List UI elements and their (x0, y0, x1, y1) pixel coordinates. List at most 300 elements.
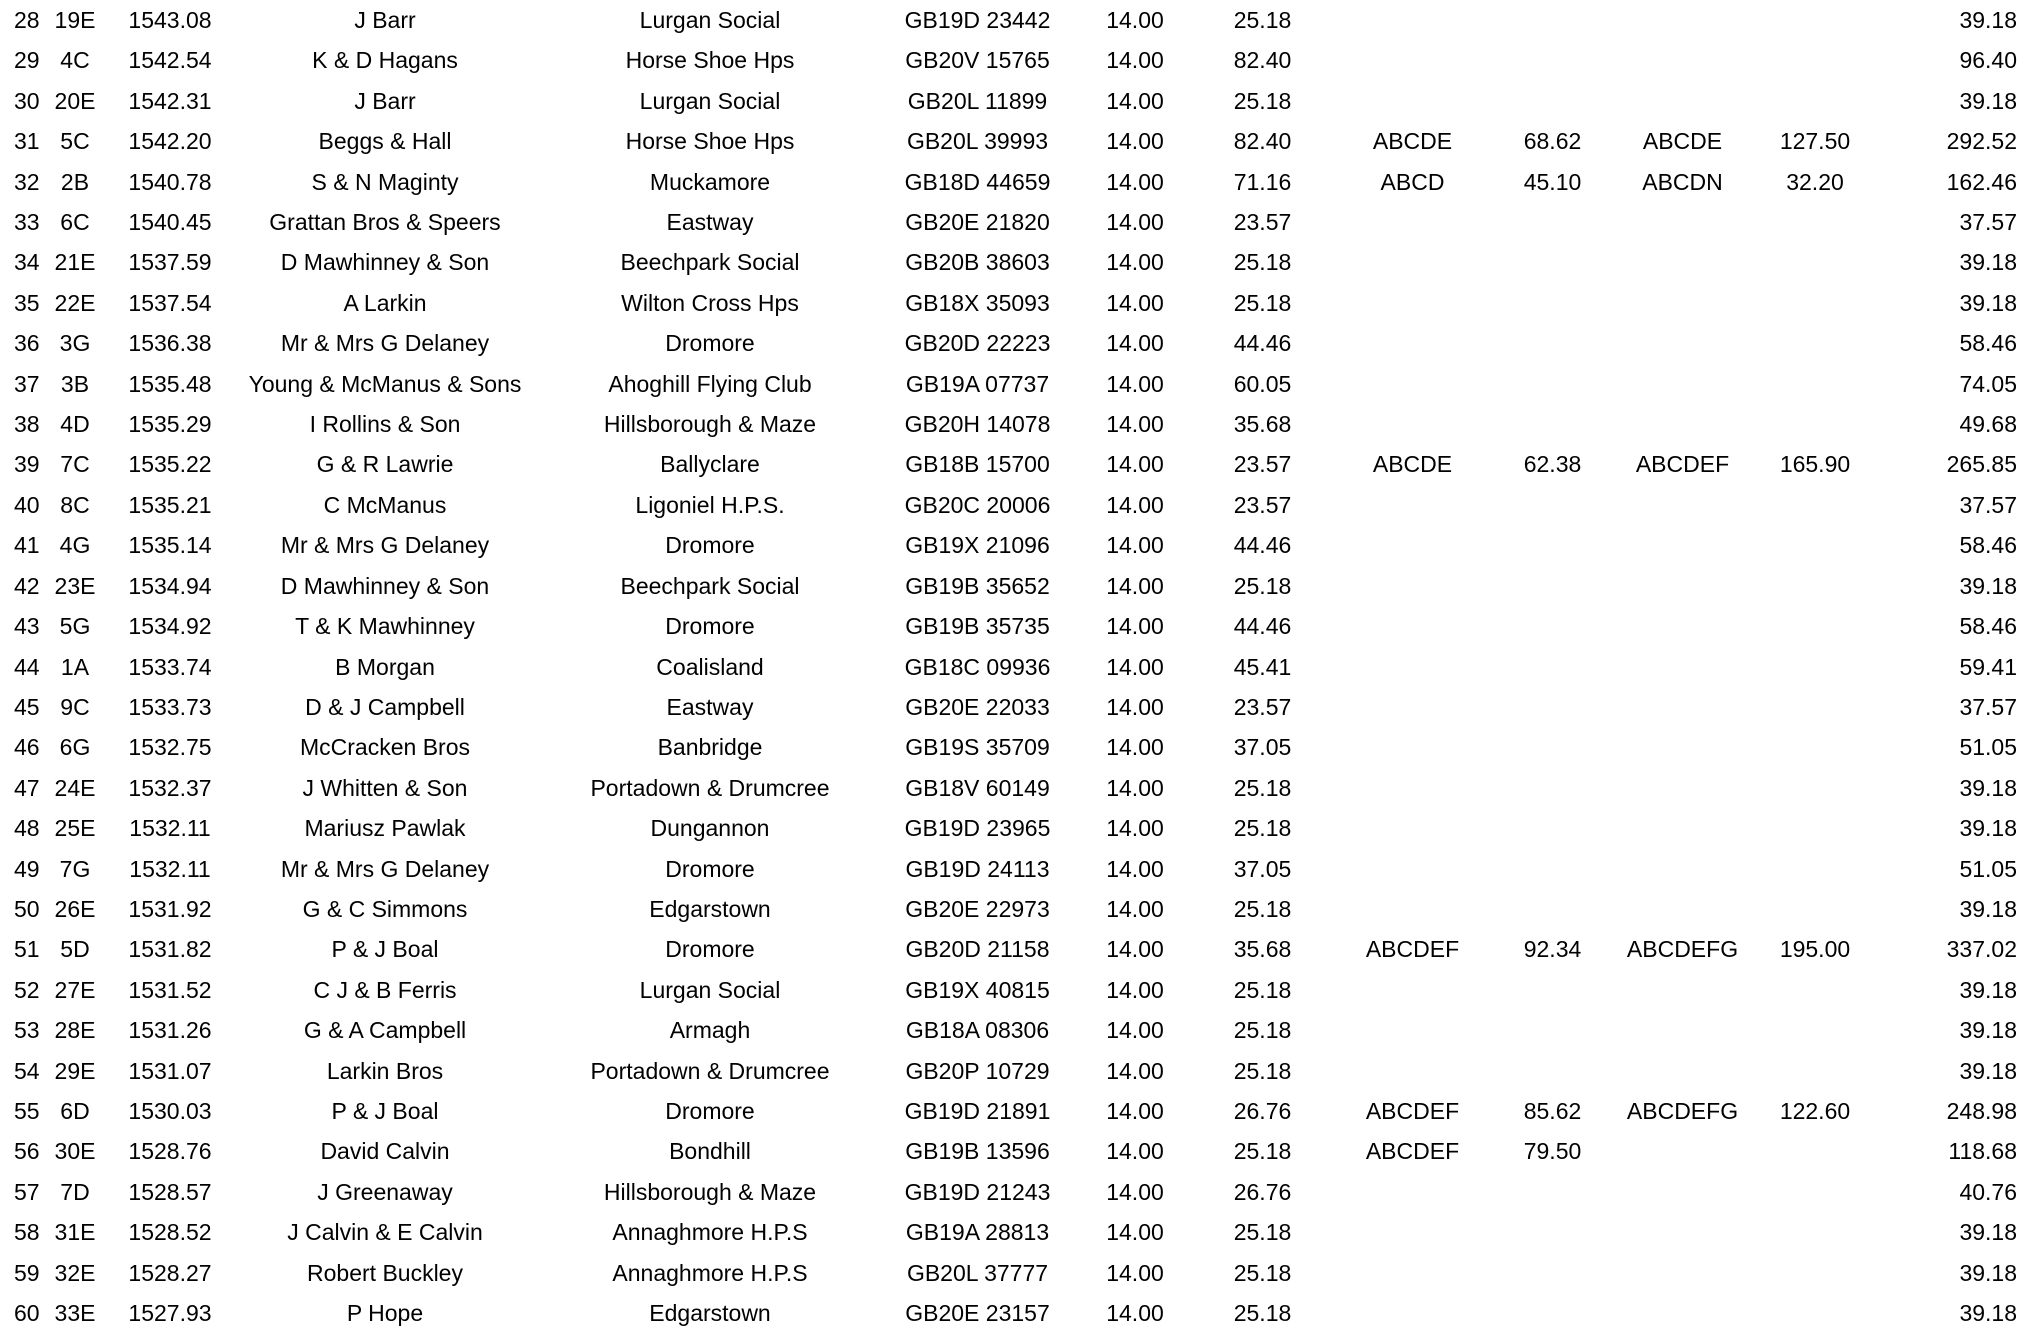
pool-code-cell (1330, 647, 1495, 687)
ring-number-cell: GB20C 20006 (904, 491, 1051, 518)
total-cell: 248.98 (1946, 1097, 2017, 1124)
club-cell: Edgarstown (649, 1300, 771, 1326)
club-cell: Banbridge (657, 734, 763, 761)
pool-code-cell (1330, 242, 1495, 282)
velocity-cell: 1535.14 (128, 532, 212, 559)
position-cell: 35 (14, 289, 40, 316)
total-cell: 51.05 (1959, 734, 2017, 761)
club-cell: Armagh (669, 1017, 751, 1044)
pool-amount-cell (1495, 1212, 1610, 1252)
amount-cell: 25.18 (1233, 1057, 1292, 1084)
amount-cell: 14.00 (1106, 289, 1164, 316)
position-cell: 46 (14, 734, 40, 761)
table-row (0, 404, 2039, 444)
section-cell: 8C (60, 491, 90, 518)
club-cell: Lurgan Social (639, 976, 781, 1003)
table-row (0, 40, 2039, 80)
amount-cell: 60.05 (1233, 370, 1292, 397)
ring-number-cell: GB19D 21891 (904, 1097, 1051, 1124)
club-cell: Hillsborough & Maze (603, 411, 817, 438)
amount-cell: 14.00 (1106, 895, 1164, 922)
pool-amount-cell (1755, 1010, 1875, 1050)
velocity-cell: 1531.07 (128, 1057, 212, 1084)
total-cell: 162.46 (1946, 168, 2017, 195)
pool-amount-cell (1495, 202, 1610, 242)
section-cell: 4G (59, 532, 91, 559)
section-cell: 2B (60, 168, 90, 195)
position-cell: 31 (14, 128, 40, 155)
position-cell: 53 (14, 1017, 40, 1044)
fancier-name-cell: McCracken Bros (300, 734, 470, 761)
amount-cell: 14.00 (1106, 1097, 1164, 1124)
amount-cell: 23.57 (1233, 451, 1292, 478)
total-cell: 58.46 (1959, 532, 2017, 559)
club-cell: Horse Shoe Hps (625, 47, 795, 74)
pool-amount-cell (1755, 1131, 1875, 1171)
club-cell: Coalisland (656, 653, 764, 680)
ring-number-cell: GB20B 38603 (905, 249, 1050, 276)
pool-amount-cell (1495, 242, 1610, 282)
table-row (0, 242, 2039, 282)
section-cell: 7C (60, 451, 90, 478)
club-cell: Eastway (666, 693, 754, 720)
pool-amount-cell (1495, 0, 1610, 40)
total-cell: 39.18 (1959, 1219, 2017, 1246)
pool-amount-cell (1495, 404, 1610, 444)
table-row (0, 687, 2039, 727)
table-row (0, 283, 2039, 323)
table-row (0, 1212, 2039, 1252)
table-row (0, 121, 2039, 161)
section-cell: 3B (60, 370, 90, 397)
club-cell: Ahoghill Flying Club (608, 370, 812, 397)
position-cell: 56 (14, 1138, 40, 1165)
position-cell: 50 (14, 895, 40, 922)
position-cell: 44 (14, 653, 40, 680)
velocity-cell: 1528.27 (128, 1259, 212, 1286)
velocity-cell: 1531.26 (128, 1017, 212, 1044)
pool-amount-cell (1755, 768, 1875, 808)
pool-code-cell (1610, 40, 1755, 80)
pool-code-cell (1330, 1293, 1495, 1333)
section-cell: 31E (54, 1219, 96, 1246)
pool-amount-cell (1755, 0, 1875, 40)
section-cell: 23E (54, 572, 96, 599)
amount-cell: 25.18 (1233, 87, 1292, 114)
pool-amount-cell (1755, 283, 1875, 323)
pool-code-cell (1330, 566, 1495, 606)
pool-code-cell: ABCDE (1642, 128, 1723, 155)
section-cell: 6C (60, 209, 90, 236)
table-row (0, 889, 2039, 929)
amount-cell: 25.18 (1233, 1138, 1292, 1165)
fancier-name-cell: J Greenaway (317, 1178, 453, 1205)
pool-amount-cell (1495, 1010, 1610, 1050)
amount-cell: 37.05 (1233, 734, 1292, 761)
pool-amount-cell (1495, 1051, 1610, 1091)
pool-code-cell (1330, 1172, 1495, 1212)
velocity-cell: 1527.93 (128, 1300, 212, 1326)
amount-cell: 25.18 (1233, 976, 1292, 1003)
pool-amount-cell (1495, 525, 1610, 565)
velocity-cell: 1528.76 (128, 1138, 212, 1165)
table-row (0, 485, 2039, 525)
pool-amount-cell (1755, 525, 1875, 565)
amount-cell: 23.57 (1233, 491, 1292, 518)
total-cell: 59.41 (1959, 653, 2017, 680)
velocity-cell: 1532.75 (128, 734, 212, 761)
amount-cell: 26.76 (1233, 1178, 1292, 1205)
velocity-cell: 1531.92 (128, 895, 212, 922)
fancier-name-cell: T & K Mawhinney (295, 613, 475, 640)
ring-number-cell: GB20D 21158 (905, 936, 1050, 963)
amount-cell: 25.18 (1233, 1017, 1292, 1044)
ring-number-cell: GB20E 22973 (905, 895, 1050, 922)
total-cell: 96.40 (1959, 47, 2017, 74)
pool-code-cell (1610, 687, 1755, 727)
pool-amount-cell (1495, 364, 1610, 404)
fancier-name-cell: David Calvin (320, 1138, 450, 1165)
pool-code-cell (1330, 364, 1495, 404)
total-cell: 292.52 (1946, 128, 2017, 155)
total-cell: 49.68 (1959, 411, 2017, 438)
velocity-cell: 1533.74 (128, 653, 212, 680)
pool-amount-cell (1495, 768, 1610, 808)
pool-code-cell (1330, 849, 1495, 889)
pool-code-cell (1330, 404, 1495, 444)
section-cell: 6D (60, 1097, 90, 1124)
amount-cell: 14.00 (1106, 1178, 1164, 1205)
position-cell: 60 (14, 1300, 40, 1326)
pool-code-cell (1610, 525, 1755, 565)
amount-cell: 14.00 (1106, 87, 1164, 114)
position-cell: 29 (14, 47, 40, 74)
pool-code-cell (1330, 808, 1495, 848)
amount-cell: 14.00 (1106, 815, 1164, 842)
ring-number-cell: GB20D 22223 (904, 330, 1051, 357)
pool-code-cell: ABCDEF (1365, 936, 1460, 963)
position-cell: 40 (14, 491, 40, 518)
section-cell: 30E (54, 1138, 96, 1165)
pool-amount-cell (1495, 283, 1610, 323)
position-cell: 43 (14, 613, 40, 640)
table-row (0, 970, 2039, 1010)
amount-cell: 44.46 (1233, 532, 1292, 559)
ring-number-cell: GB18D 44659 (904, 168, 1051, 195)
section-cell: 21E (54, 249, 96, 276)
pool-amount-cell (1755, 81, 1875, 121)
pool-amount-cell: 195.00 (1779, 936, 1851, 963)
table-row (0, 929, 2039, 969)
pool-code-cell (1610, 1172, 1755, 1212)
pool-amount-cell (1495, 687, 1610, 727)
total-cell: 337.02 (1946, 936, 2017, 963)
fancier-name-cell: D & J Campbell (305, 693, 465, 720)
velocity-cell: 1535.48 (128, 370, 212, 397)
amount-cell: 71.16 (1233, 168, 1292, 195)
amount-cell: 14.00 (1106, 653, 1164, 680)
pool-code-cell: ABCDEFG (1626, 936, 1739, 963)
ring-number-cell: GB19D 23442 (904, 7, 1051, 33)
velocity-cell: 1542.54 (128, 47, 212, 74)
total-cell: 118.68 (1948, 1138, 2017, 1165)
pool-amount-cell (1495, 40, 1610, 80)
club-cell: Portadown & Drumcree (590, 1057, 830, 1084)
pool-code-cell (1330, 485, 1495, 525)
pool-code-cell (1330, 1010, 1495, 1050)
table-row (0, 364, 2039, 404)
fancier-name-cell: J Barr (354, 7, 416, 33)
amount-cell: 14.00 (1106, 7, 1164, 33)
total-cell: 39.18 (1959, 7, 2017, 33)
pool-code-cell: ABCD (1380, 168, 1445, 195)
amount-cell: 14.00 (1106, 451, 1164, 478)
position-cell: 37 (14, 370, 40, 397)
pool-amount-cell (1495, 1293, 1610, 1333)
velocity-cell: 1534.94 (128, 572, 212, 599)
pool-amount-cell (1755, 566, 1875, 606)
ring-number-cell: GB18A 08306 (905, 1017, 1050, 1044)
position-cell: 32 (14, 168, 40, 195)
pool-amount-cell: 85.62 (1523, 1097, 1582, 1124)
section-cell: 28E (54, 1017, 96, 1044)
pool-code-cell (1330, 0, 1495, 40)
ring-number-cell: GB18V 60149 (905, 774, 1050, 801)
amount-cell: 23.57 (1233, 693, 1292, 720)
amount-cell: 14.00 (1106, 47, 1164, 74)
fancier-name-cell: D Mawhinney & Son (280, 572, 490, 599)
table-row (0, 849, 2039, 889)
total-cell: 39.18 (1959, 249, 2017, 276)
table-row (0, 162, 2039, 202)
ring-number-cell: GB20E 22033 (905, 693, 1050, 720)
pool-code-cell (1330, 768, 1495, 808)
club-cell: Muckamore (649, 168, 771, 195)
club-cell: Dromore (665, 936, 755, 963)
pool-code-cell (1610, 242, 1755, 282)
velocity-cell: 1534.92 (128, 613, 212, 640)
section-cell: 22E (54, 289, 96, 316)
pool-code-cell (1610, 1293, 1755, 1333)
pool-amount-cell: 122.60 (1779, 1097, 1851, 1124)
ring-number-cell: GB18C 09936 (904, 653, 1051, 680)
fancier-name-cell: G & A Campbell (303, 1017, 467, 1044)
pool-code-cell: ABCDE (1372, 451, 1453, 478)
section-cell: 7G (59, 855, 91, 882)
pool-amount-cell (1755, 849, 1875, 889)
amount-cell: 14.00 (1106, 1300, 1164, 1326)
fancier-name-cell: Mr & Mrs G Delaney (280, 330, 490, 357)
ring-number-cell: GB20L 39993 (906, 128, 1049, 155)
fancier-name-cell: C McManus (323, 491, 447, 518)
pool-code-cell (1330, 283, 1495, 323)
pool-code-cell (1610, 647, 1755, 687)
position-cell: 58 (14, 1219, 40, 1246)
fancier-name-cell: Mariusz Pawlak (304, 815, 466, 842)
ring-number-cell: GB20E 23157 (905, 1300, 1050, 1326)
pool-amount-cell (1495, 323, 1610, 363)
pool-code-cell (1330, 889, 1495, 929)
pool-code-cell (1610, 1131, 1755, 1171)
ring-number-cell: GB19B 13596 (905, 1138, 1050, 1165)
position-cell: 59 (14, 1259, 40, 1286)
section-cell: 5C (60, 128, 90, 155)
pool-code-cell (1610, 364, 1755, 404)
pool-code-cell (1610, 202, 1755, 242)
position-cell: 28 (14, 7, 40, 33)
pool-amount-cell (1755, 202, 1875, 242)
table-row (0, 1091, 2039, 1131)
pool-code-cell (1330, 323, 1495, 363)
amount-cell: 14.00 (1106, 734, 1164, 761)
table-row (0, 768, 2039, 808)
amount-cell: 14.00 (1106, 1259, 1164, 1286)
ring-number-cell: GB20P 10729 (905, 1057, 1050, 1084)
total-cell: 39.18 (1959, 572, 2017, 599)
pool-amount-cell (1755, 1293, 1875, 1333)
pool-amount-cell (1755, 485, 1875, 525)
amount-cell: 35.68 (1233, 411, 1292, 438)
pool-amount-cell (1755, 364, 1875, 404)
section-cell: 1A (60, 653, 90, 680)
velocity-cell: 1542.31 (128, 87, 212, 114)
table-row (0, 727, 2039, 767)
position-cell: 57 (14, 1178, 40, 1205)
fancier-name-cell: Beggs & Hall (318, 128, 452, 155)
total-cell: 37.57 (1959, 491, 2017, 518)
pool-code-cell (1610, 970, 1755, 1010)
amount-cell: 14.00 (1106, 209, 1164, 236)
ring-number-cell: GB19A 28813 (905, 1219, 1050, 1246)
pool-code-cell (1610, 808, 1755, 848)
velocity-cell: 1543.08 (128, 7, 212, 33)
pool-code-cell (1610, 1051, 1755, 1091)
pool-code-cell (1330, 81, 1495, 121)
pool-amount-cell (1495, 889, 1610, 929)
table-row (0, 81, 2039, 121)
amount-cell: 14.00 (1106, 532, 1164, 559)
amount-cell: 14.00 (1106, 370, 1164, 397)
club-cell: Annaghmore H.P.S (612, 1259, 808, 1286)
club-cell: Eastway (666, 209, 754, 236)
pool-code-cell (1330, 687, 1495, 727)
pool-amount-cell (1495, 970, 1610, 1010)
velocity-cell: 1532.11 (129, 855, 211, 882)
amount-cell: 14.00 (1106, 693, 1164, 720)
position-cell: 30 (14, 87, 40, 114)
section-cell: 26E (54, 895, 96, 922)
total-cell: 39.18 (1959, 1259, 2017, 1286)
pool-code-cell (1330, 40, 1495, 80)
amount-cell: 14.00 (1106, 411, 1164, 438)
ring-number-cell: GB19B 35652 (905, 572, 1050, 599)
section-cell: 27E (54, 976, 96, 1003)
pool-amount-cell (1495, 647, 1610, 687)
amount-cell: 25.18 (1233, 815, 1292, 842)
club-cell: Beechpark Social (620, 572, 800, 599)
pool-amount-cell (1755, 808, 1875, 848)
club-cell: Bondhill (669, 1138, 751, 1165)
fancier-name-cell: Larkin Bros (326, 1057, 444, 1084)
club-cell: Ligoniel H.P.S. (635, 491, 785, 518)
section-cell: 5G (59, 613, 91, 640)
table-row (0, 566, 2039, 606)
amount-cell: 25.18 (1233, 289, 1292, 316)
fancier-name-cell: Robert Buckley (307, 1259, 463, 1286)
total-cell: 37.57 (1959, 693, 2017, 720)
pool-amount-cell (1755, 1212, 1875, 1252)
amount-cell: 23.57 (1233, 209, 1292, 236)
position-cell: 41 (14, 532, 40, 559)
fancier-name-cell: S & N Maginty (311, 168, 459, 195)
pool-code-cell (1330, 727, 1495, 767)
fancier-name-cell: J Barr (354, 87, 416, 114)
fancier-name-cell: Mr & Mrs G Delaney (280, 532, 490, 559)
club-cell: Lurgan Social (639, 7, 781, 33)
pool-amount-cell (1755, 970, 1875, 1010)
position-cell: 45 (14, 693, 40, 720)
velocity-cell: 1530.03 (128, 1097, 212, 1124)
fancier-name-cell: I Rollins & Son (309, 411, 461, 438)
club-cell: Dromore (665, 1097, 755, 1124)
amount-cell: 14.00 (1106, 128, 1164, 155)
table-row (0, 202, 2039, 242)
pool-code-cell (1330, 1253, 1495, 1293)
pool-code-cell (1610, 283, 1755, 323)
table-row (0, 808, 2039, 848)
amount-cell: 14.00 (1106, 936, 1164, 963)
pool-amount-cell (1755, 323, 1875, 363)
pool-amount-cell (1495, 81, 1610, 121)
pool-amount-cell (1755, 242, 1875, 282)
amount-cell: 14.00 (1106, 613, 1164, 640)
fancier-name-cell: Grattan Bros & Speers (269, 209, 501, 236)
pool-amount-cell (1755, 606, 1875, 646)
fancier-name-cell: K & D Hagans (312, 47, 458, 74)
fancier-name-cell: D Mawhinney & Son (280, 249, 490, 276)
amount-cell: 25.18 (1233, 1259, 1292, 1286)
position-cell: 54 (14, 1057, 40, 1084)
total-cell: 265.85 (1946, 451, 2017, 478)
total-cell: 74.05 (1959, 370, 2017, 397)
club-cell: Hillsborough & Maze (603, 1178, 817, 1205)
amount-cell: 44.46 (1233, 613, 1292, 640)
pool-amount-cell (1755, 1172, 1875, 1212)
fancier-name-cell: P & J Boal (331, 936, 439, 963)
pool-code-cell (1610, 81, 1755, 121)
pool-code-cell (1610, 849, 1755, 889)
pool-amount-cell (1755, 647, 1875, 687)
amount-cell: 25.18 (1233, 1219, 1292, 1246)
amount-cell: 25.18 (1233, 572, 1292, 599)
section-cell: 33E (54, 1300, 96, 1326)
table-row (0, 1131, 2039, 1171)
amount-cell: 14.00 (1106, 1219, 1164, 1246)
club-cell: Horse Shoe Hps (625, 128, 795, 155)
velocity-cell: 1537.54 (128, 289, 212, 316)
amount-cell: 14.00 (1106, 976, 1164, 1003)
table-row (0, 0, 2039, 40)
velocity-cell: 1531.52 (128, 976, 212, 1003)
position-cell: 39 (14, 451, 40, 478)
velocity-cell: 1542.20 (128, 128, 212, 155)
amount-cell: 14.00 (1106, 774, 1164, 801)
pool-code-cell (1330, 970, 1495, 1010)
pool-code-cell: ABCDE (1372, 128, 1453, 155)
club-cell: Portadown & Drumcree (590, 774, 830, 801)
pool-amount-cell: 127.50 (1779, 128, 1851, 155)
position-cell: 42 (14, 572, 40, 599)
